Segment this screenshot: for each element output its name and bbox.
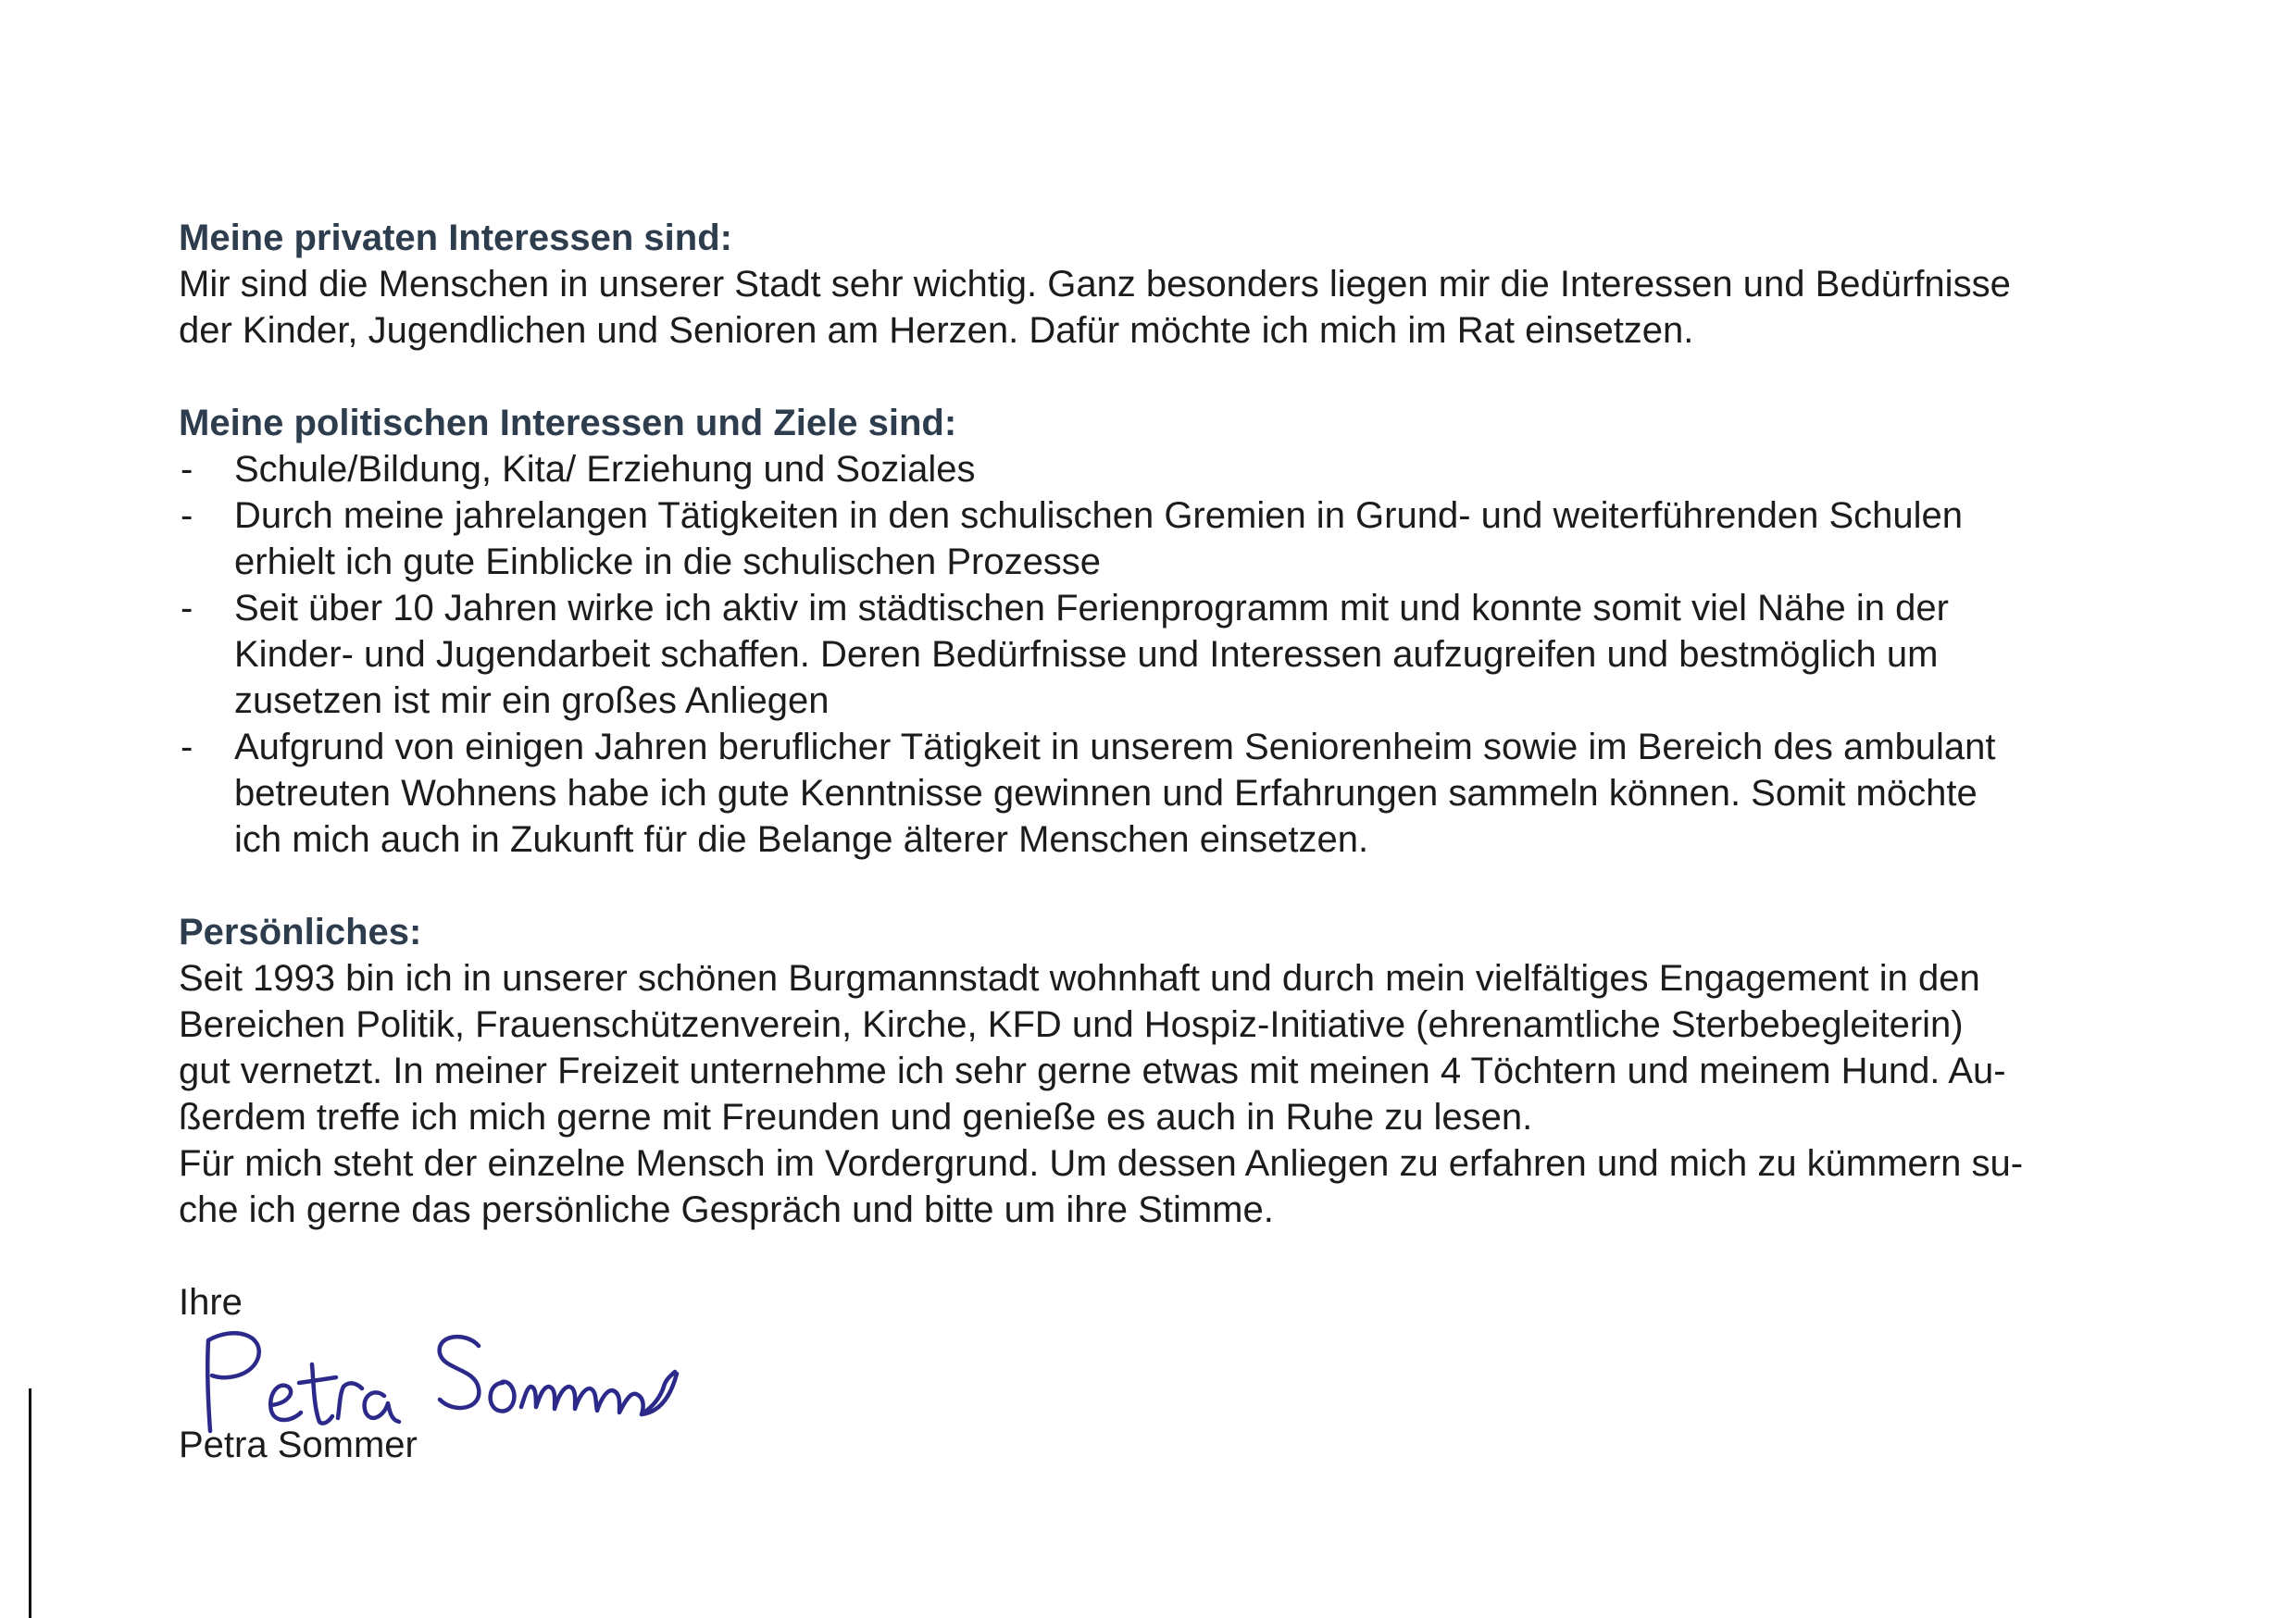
private-interests-section (179, 215, 2243, 354)
closing-section (179, 1279, 2243, 1468)
list-item (179, 492, 2243, 585)
list-item-line: Kinder- und Jugendarbeit schaffen. Deren Bedürfnisse und Interessen aufzugreifen und bestmöglich um (234, 634, 1939, 675)
bullet-dash: - (181, 588, 193, 629)
personal-line-5: Für mich steht der einzelne Mensch im Vordergrund. Um dessen Anliegen zu erfahren und mich zu kümmern su- (179, 1143, 2024, 1184)
list-item (179, 446, 2243, 492)
list-item-line: Durch meine jahrelangen Tätigkeiten in den schulischen Gremien in Grund- und weiterführenden Schulen (234, 495, 1964, 536)
signatory-name: Petra Sommer (179, 1425, 418, 1465)
political-interests-list (179, 446, 2243, 863)
private-interests-heading: Meine privaten Interessen sind: (179, 218, 732, 258)
personal-line-1: Seit 1993 bin ich in unserer schönen Burgmannstadt wohnhaft und durch mein vielfältiges Engagement in den (179, 958, 1980, 999)
spacer (179, 1233, 2243, 1279)
bullet-dash: - (181, 495, 193, 536)
personal-section (179, 909, 2243, 1233)
personal-line-6: che ich gerne das persönliche Gespräch und bitte um ihre Stimme. (179, 1189, 1274, 1230)
page-edge-line (29, 1388, 31, 1618)
list-item-line: Seit über 10 Jahren wirke ich aktiv im städtischen Ferienprogramm mit und konnte somit viel Nähe in der (234, 588, 1949, 629)
bullet-dash: - (181, 727, 193, 767)
list-item (179, 585, 2243, 724)
bullet-dash: - (181, 449, 193, 490)
list-item-line: erhielt ich gute Einblicke in die schulischen Prozesse (234, 541, 1102, 582)
list-item-line: ich mich auch in Zukunft für die Belange älterer Menschen einsetzen. (234, 819, 1369, 860)
list-item-line: zusetzen ist mir ein großes Anliegen (234, 680, 830, 721)
spacer (179, 354, 2243, 400)
personal-line-2: Bereichen Politik, Frauenschützenverein, Kirche, KFD und Hospiz-Initiative (ehrenamtliche Sterbebegleiterin) (179, 1004, 1964, 1045)
list-item (179, 724, 2243, 863)
spacer (179, 863, 2243, 909)
letter-body (179, 215, 2243, 1468)
private-interests-line-1: Mir sind die Menschen in unserer Stadt sehr wichtig. Ganz besonders liegen mir die Interessen und Bedürfnisse (179, 264, 2011, 305)
private-interests-line-2: der Kinder, Jugendlichen und Senioren am Herzen. Dafür möchte ich mich im Rat einsetzen. (179, 310, 1694, 351)
list-item-line: betreuten Wohnens habe ich gute Kenntnisse gewinnen und Erfahrungen sammeln können. Somit möchte (234, 773, 1978, 814)
personal-line-3: gut vernetzt. In meiner Freizeit unternehme ich sehr gerne etwas mit meinen 4 Töchtern und meinem Hund. Au- (179, 1051, 2006, 1091)
personal-line-4: ßerdem treffe ich mich gerne mit Freunden und genieße es auch in Ruhe zu lesen. (179, 1097, 1533, 1138)
personal-heading: Persönliches: (179, 912, 422, 952)
list-item-line: Schule/Bildung, Kita/ Erziehung und Soziales (234, 449, 976, 490)
list-item-line: Aufgrund von einigen Jahren beruflicher Tätigkeit in unserem Seniorenheim sowie im Bereich des ambulant (234, 727, 1996, 767)
political-interests-section (179, 400, 2243, 863)
political-interests-heading: Meine politischen Interessen und Ziele sind: (179, 403, 957, 443)
salutation: Ihre (179, 1282, 243, 1323)
